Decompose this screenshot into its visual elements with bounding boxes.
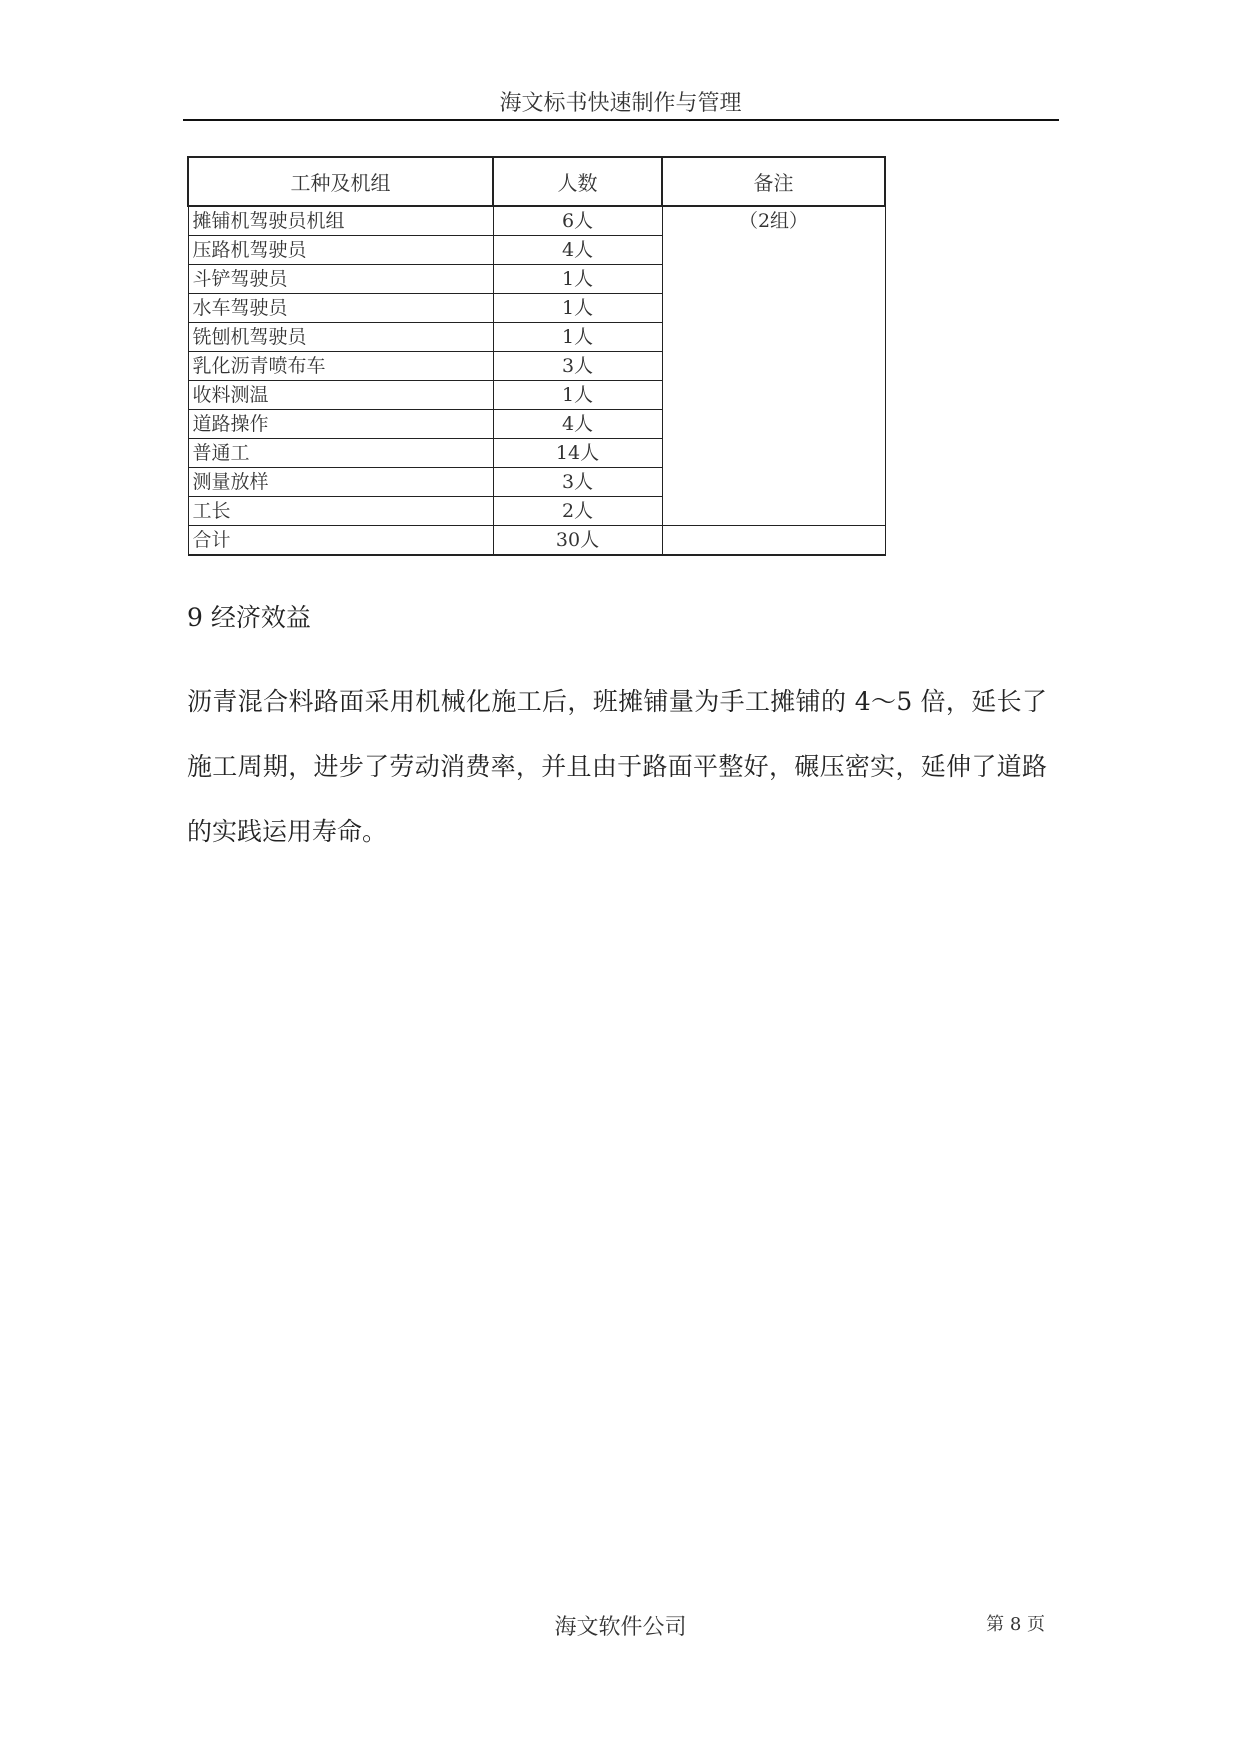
row-trade: 道路操作 (188, 410, 493, 439)
row-count: 1人 (493, 323, 662, 352)
row-count: 1人 (493, 381, 662, 410)
staffing-table (187, 156, 886, 556)
row-count: 1人 (493, 294, 662, 323)
table-header-row (188, 157, 885, 206)
header-cell-note: 备注 (662, 157, 885, 206)
row-trade: 乳化沥青喷布车 (188, 352, 493, 381)
page-header-title: 海文标书快速制作与管理 (499, 91, 742, 116)
row-trade: 斗铲驾驶员 (188, 265, 493, 294)
row-note: （2组） (662, 206, 885, 526)
row-count: 3人 (493, 352, 662, 381)
row-trade: 测量放样 (188, 468, 493, 497)
row-count: 1人 (493, 265, 662, 294)
footer-company: 海文软件公司 (554, 1615, 687, 1640)
row-count: 4人 (493, 410, 662, 439)
row-trade: 收料测温 (188, 381, 493, 410)
total-label: 合计 (188, 526, 493, 556)
body-paragraph: 沥青混合料路面采用机械化施工后，班摊铺量为手工摊铺的 4～5 倍，延长了施工周期，进步了劳动消费率，并且由于路面平整好，碾压密实，延伸了道路的实践运用寿命。 (187, 687, 1047, 846)
row-count: 2人 (493, 497, 662, 526)
header-cell-trade: 工种及机组 (188, 157, 493, 206)
header-divider (183, 119, 1059, 121)
row-count: 4人 (493, 236, 662, 265)
table-row (188, 206, 885, 236)
row-count: 14人 (493, 439, 662, 468)
row-count: 6人 (493, 206, 662, 236)
table-total-row (188, 526, 885, 556)
header-cell-count: 人数 (493, 157, 662, 206)
total-note (662, 526, 885, 556)
row-trade: 普通工 (188, 439, 493, 468)
row-trade: 铣刨机驾驶员 (188, 323, 493, 352)
row-trade: 压路机驾驶员 (188, 236, 493, 265)
total-count: 30人 (493, 526, 662, 556)
row-trade: 水车驾驶员 (188, 294, 493, 323)
row-trade: 工长 (188, 497, 493, 526)
row-count: 3人 (493, 468, 662, 497)
page-number: 第 8 页 (986, 1614, 1045, 1635)
section-heading: 9 经济效益 (187, 603, 311, 632)
row-trade: 摊铺机驾驶员机组 (188, 206, 493, 236)
